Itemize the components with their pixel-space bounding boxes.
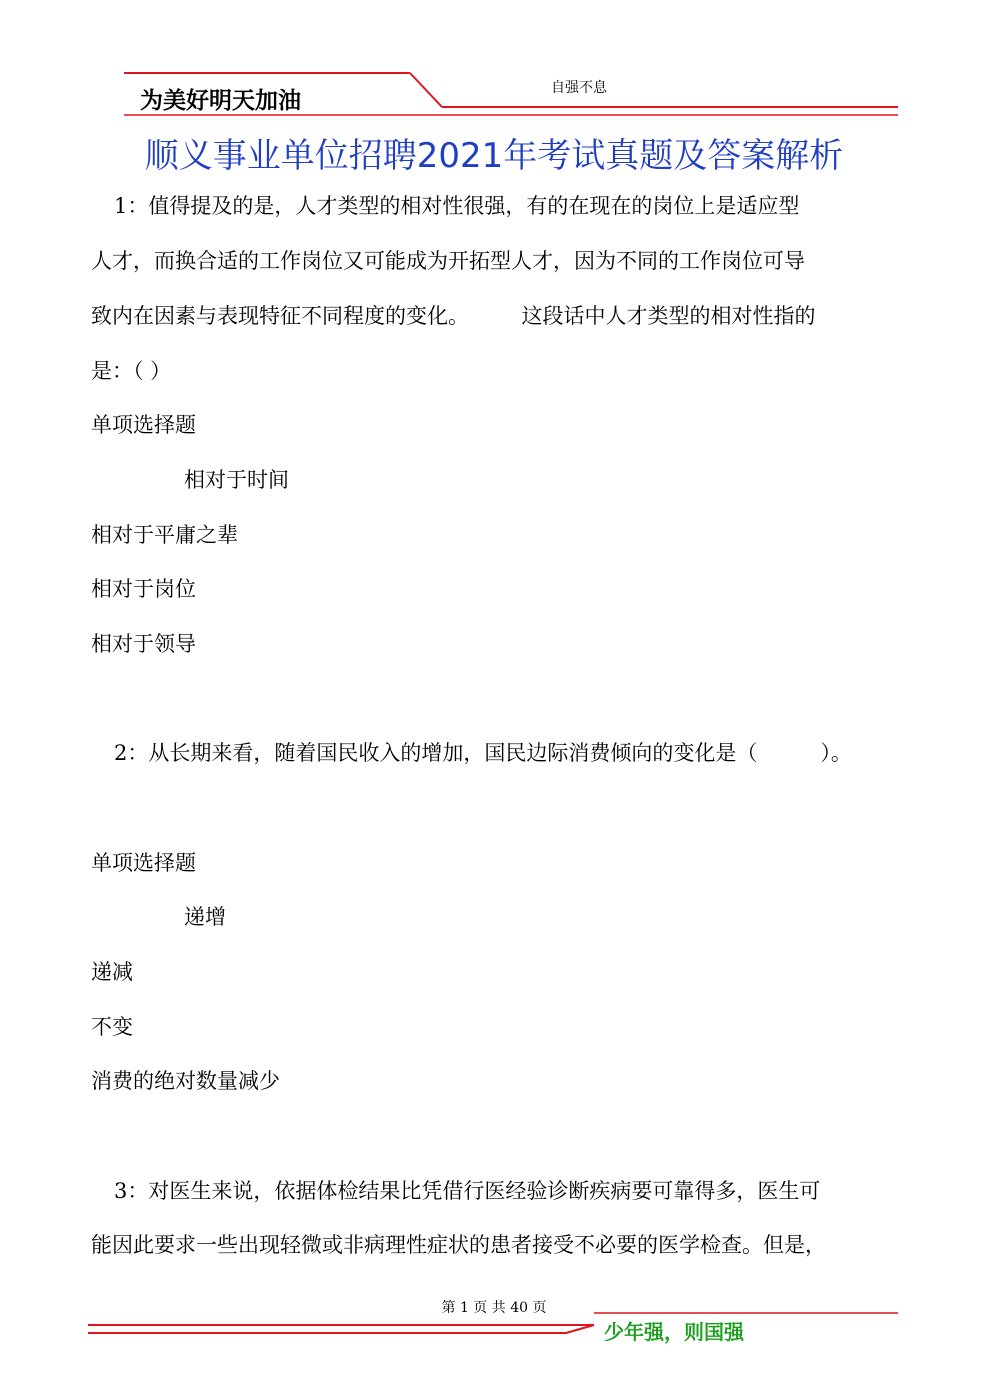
question-1-option-1: 相对于时间 bbox=[184, 468, 289, 492]
footer-slogan: 少年强，则国强 bbox=[604, 1320, 744, 1344]
question-1-line-3: 致内在因素与表现特征不同程度的变化。 这段话中人才类型的相对性指的 bbox=[91, 304, 816, 328]
question-2-option-1: 递增 bbox=[184, 905, 226, 929]
question-1-type: 单项选择题 bbox=[91, 413, 196, 437]
question-1-line-1: 1：值得提及的是，人才类型的相对性很强，有的在现在的岗位上是适应型 bbox=[114, 194, 800, 218]
document-title: 顺义事业单位招聘2021年考试真题及答案解析 bbox=[144, 136, 844, 176]
footer-rule-diagonal bbox=[566, 1325, 594, 1333]
page-number: 第 1 页 共 40 页 bbox=[441, 1300, 547, 1316]
question-2-option-4: 消费的绝对数量减少 bbox=[91, 1069, 280, 1093]
question-1-line-2: 人才，而换合适的工作岗位又可能成为开拓型人才，因为不同的工作岗位可导 bbox=[91, 249, 805, 273]
question-2-option-3: 不变 bbox=[91, 1015, 133, 1039]
question-1-option-2: 相对于平庸之辈 bbox=[91, 523, 238, 547]
header-rule-diagonal bbox=[410, 73, 442, 107]
question-2-line-1: 2：从长期来看，随着国民收入的增加，国民边际消费倾向的变化是（ ）。 bbox=[114, 741, 852, 765]
question-2-type: 单项选择题 bbox=[91, 851, 196, 875]
question-1-line-4: 是：（ ） bbox=[91, 359, 172, 383]
header-left-slogan: 为美好明天加油 bbox=[140, 88, 301, 114]
question-1-option-4: 相对于领导 bbox=[91, 632, 196, 656]
header-right-slogan: 自强不息 bbox=[551, 80, 607, 96]
question-1-option-3: 相对于岗位 bbox=[91, 577, 196, 601]
question-2-option-2: 递减 bbox=[91, 960, 133, 984]
question-3-line-2: 能因此要求一些出现轻微或非病理性症状的患者接受不必要的医学检查。但是， bbox=[91, 1233, 826, 1257]
question-3-line-1: 3：对医生来说，依据体检结果比凭借行医经验诊断疾病要可靠得多，医生可 bbox=[114, 1179, 821, 1203]
